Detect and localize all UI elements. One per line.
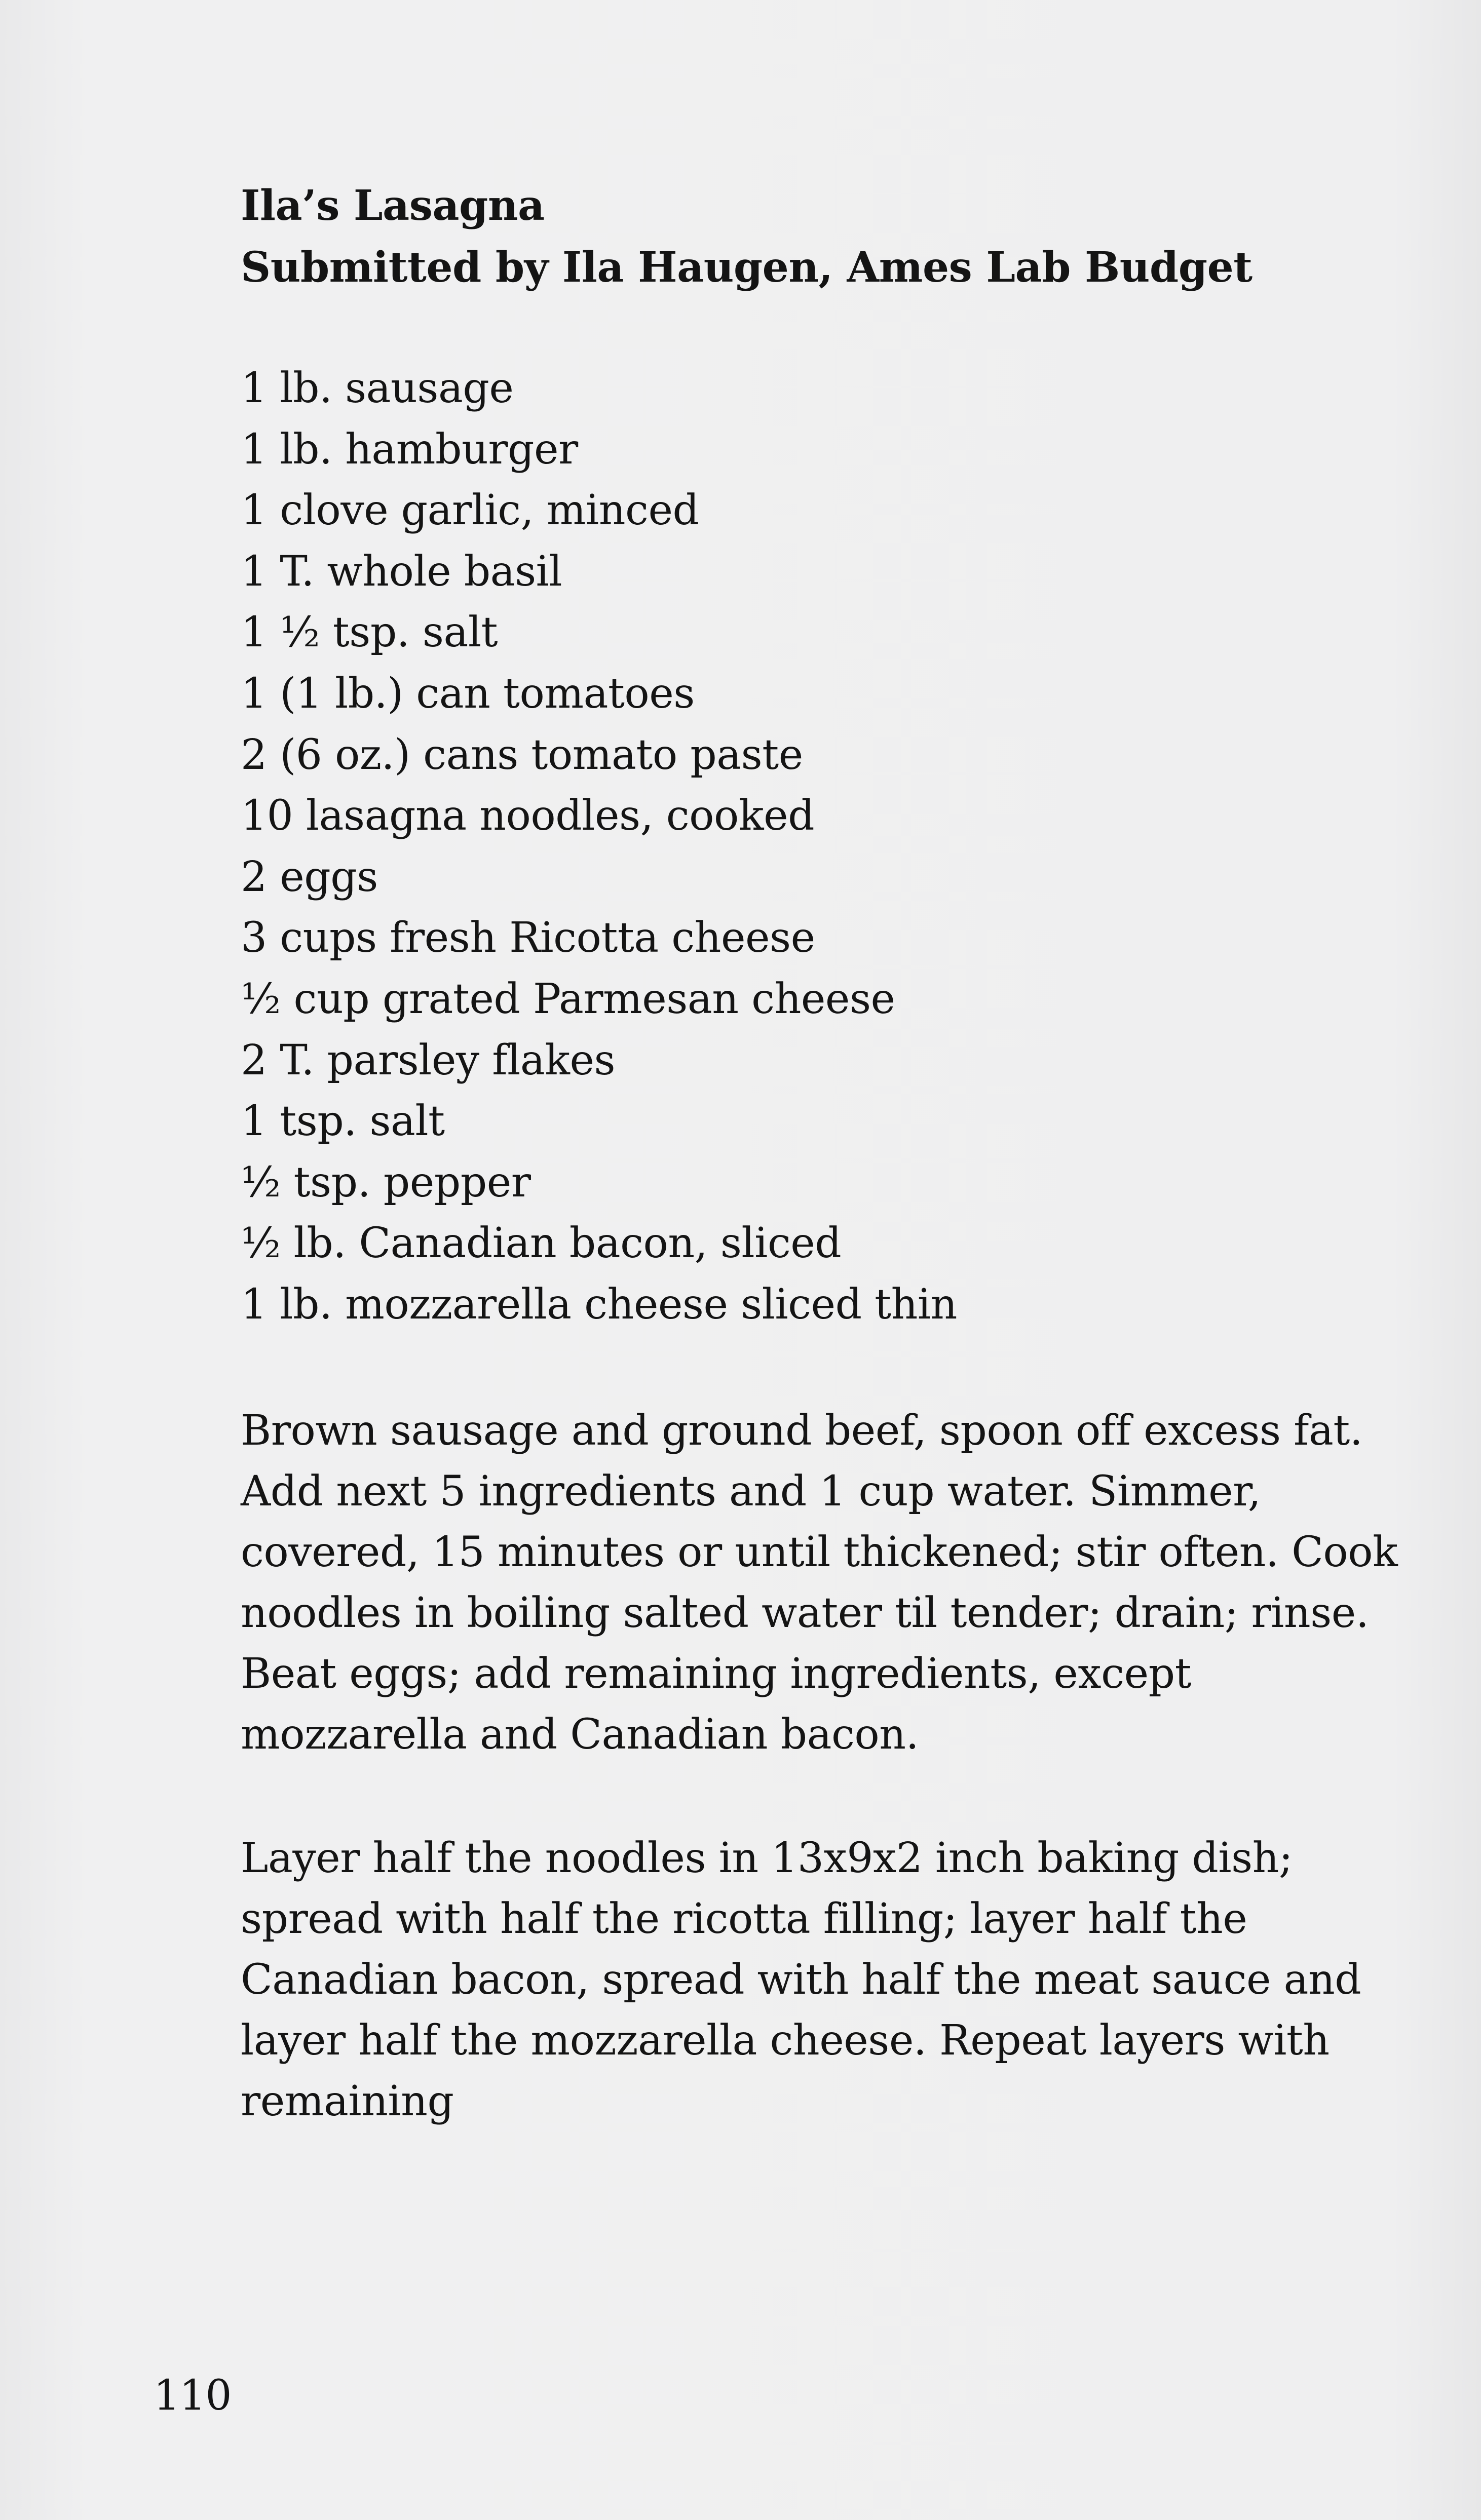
directions-paragraph: Brown sausage and ground beef, spoon off excess fat. Add next 5 ingredients and 1 cup water. Simmer, covered, 15 minutes or until thickened; stir often. Cook noodles in boiling salted water til tender; drain; rinse. Beat eggs; add remaining ingredients, except mozzarella and Canadian bacon. (241, 1406, 1398, 1759)
ingredient-item: ½ cup grated Parmesan cheese (241, 975, 895, 1023)
ingredient-item: 1 ½ tsp. salt (241, 608, 498, 657)
recipe-submitter: Submitted by Ila Haugen, Ames Lab Budget (241, 243, 1252, 292)
ingredient-item: 2 (6 oz.) cans tomato paste (241, 730, 803, 779)
ingredient-list (241, 358, 1406, 1336)
ingredient-item: 2 T. parsley flakes (241, 1036, 616, 1084)
recipe-title: Ila’s Lasagna (241, 181, 545, 230)
ingredient-item: ½ tsp. pepper (241, 1158, 531, 1207)
page-number: 110 (154, 2372, 232, 2420)
ingredient-item: 1 tsp. salt (241, 1097, 445, 1146)
ingredient-item: 1 lb. hamburger (241, 425, 578, 474)
recipe (241, 175, 1406, 2132)
ingredient-item: 3 cups fresh Ricotta cheese (241, 914, 815, 962)
ingredient-item: 1 T. whole basil (241, 547, 562, 596)
ingredient-item: 1 clove garlic, minced (241, 486, 699, 535)
ingredient-item: 1 lb. mozzarella cheese sliced thin (241, 1280, 957, 1329)
ingredient-item: 10 lasagna noodles, cooked (241, 792, 815, 840)
ingredient-item: 2 eggs (241, 852, 378, 901)
ingredient-item: ½ lb. Canadian bacon, sliced (241, 1219, 842, 1268)
directions-paragraph: Layer half the noodles in 13x9x2 inch baking dish; spread with half the ricotta filling; layer half the Canadian bacon, spread with half the meat sauce and layer half the mozzarella cheese. Repeat layers with remaining (241, 1834, 1361, 2125)
ingredient-item: 1 (1 lb.) can tomatoes (241, 669, 695, 718)
ingredient-item: 1 lb. sausage (241, 364, 514, 412)
